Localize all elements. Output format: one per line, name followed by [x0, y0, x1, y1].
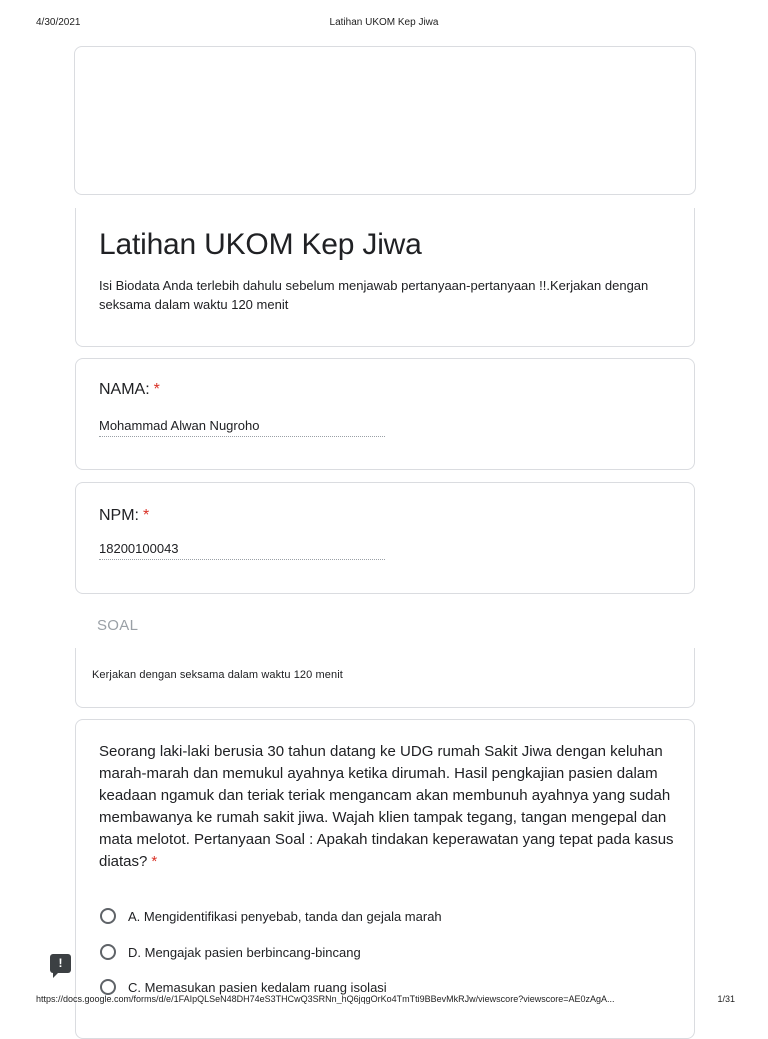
nama-label: NAMA: *: [99, 381, 160, 398]
radio-button[interactable]: [100, 908, 116, 924]
section-title: SOAL: [97, 617, 139, 634]
section-card: [75, 648, 695, 708]
option-a[interactable]: [100, 905, 442, 927]
nama-field[interactable]: Mohammad Alwan Nugroho: [99, 418, 385, 437]
print-title: Latihan UKOM Kep Jiwa: [329, 17, 439, 28]
question-nama-card: [75, 358, 695, 470]
page-number: 1/31: [717, 994, 735, 1004]
print-url: https://docs.google.com/forms/d/e/1FAIpQLSeN48DH74eS3THCwQ3SRNn_hQ6jqgOrKo4TmTti9BBevMkRJw/viewscore?viewscore=AE0zAgA...: [36, 994, 615, 1004]
section-description: Kerjakan dengan seksama dalam waktu 120 menit: [92, 669, 343, 681]
required-asterisk: *: [143, 507, 150, 524]
form-header-card: [75, 208, 695, 347]
required-asterisk: *: [151, 853, 158, 870]
header-banner: [74, 46, 696, 195]
print-header: [0, 17, 768, 31]
radio-button[interactable]: [100, 944, 116, 960]
question-text: Seorang laki-laki berusia 30 tahun datang ke UDG rumah Sakit Jiwa dengan keluhan marah-marah dan memukul ayahnya ketika dirumah. Hasil pengkajian pasien dalam keadaan ngamuk dan teriak teriak mengancam akan membunuh ayahnya yang sudah membawanya ke rumah sakit jiwa. Wajah klien tampak tegang, tangan mengepal dan mata melotot. Pertanyaan Soal : Apakah tindakan keperawatan yang tepat pada kasus diatas? *: [99, 743, 674, 870]
npm-field[interactable]: 18200100043: [99, 541, 385, 560]
option-label: A. Mengidentifikasi penyebab, tanda dan gejala marah: [128, 908, 442, 924]
form-description: Isi Biodata Anda terlebih dahulu sebelum menjawab pertanyaan-pertanyaan !!.Kerjakan dengan seksama dalam waktu 120 menit: [99, 278, 649, 312]
radio-button[interactable]: [100, 979, 116, 995]
print-date: 4/30/2021: [36, 17, 81, 28]
option-label: D. Mengajak pasien berbincang-bincang: [128, 944, 361, 960]
print-footer: [0, 994, 768, 1008]
required-asterisk: *: [153, 381, 160, 398]
question-npm-card: [75, 482, 695, 594]
option-label: C. Memasukan pasien kedalam ruang isolasi: [128, 979, 387, 995]
report-issue-icon[interactable]: !: [50, 954, 71, 973]
form-title: Latihan UKOM Kep Jiwa: [99, 228, 422, 261]
npm-label: NPM: *: [99, 507, 150, 524]
question-card: [75, 719, 695, 1039]
option-d[interactable]: [100, 941, 361, 963]
